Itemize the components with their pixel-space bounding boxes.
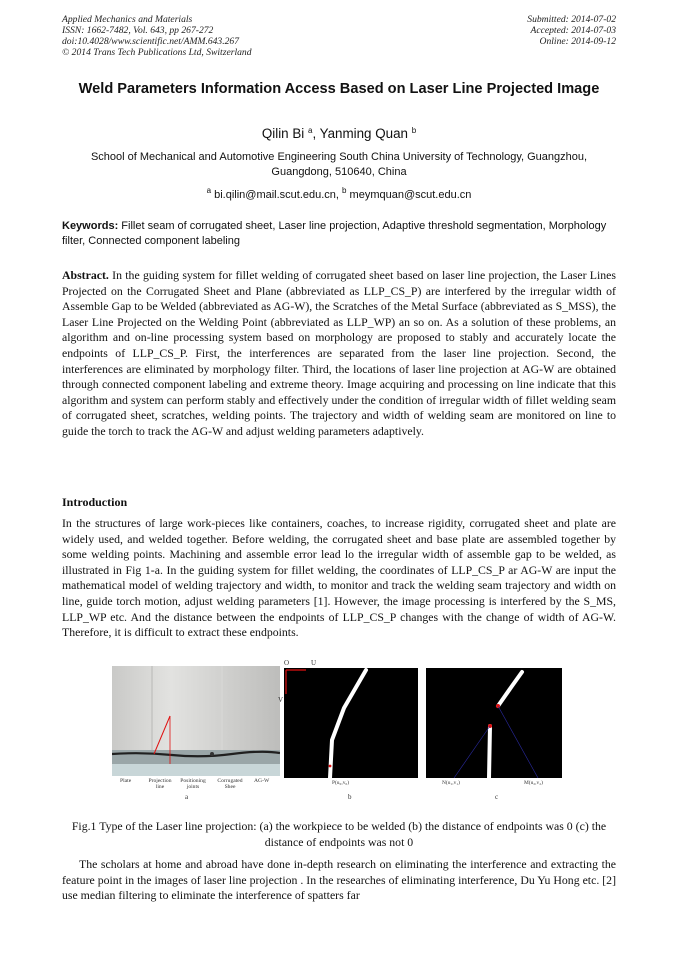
author-separator: , [312,126,320,141]
submitted-date: Submitted: 2014-07-02 [527,14,616,25]
journal-name: Applied Mechanics and Materials [62,14,193,25]
panel-letter-a: a [185,793,189,801]
label-corrugated-sheet: Corrugated Shee [217,778,243,790]
section-heading: Introduction [62,495,128,509]
accepted-date: Accepted: 2014-07-03 [530,25,616,36]
journal-copyright: © 2014 Trans Tech Publications Ltd, Switzerland [62,47,252,58]
label-plate: Plate [120,778,132,784]
axis-u-label: U [311,659,317,667]
label-positioning-joints: Positioning joints [180,778,206,790]
online-date: Online: 2014-09-12 [539,36,616,47]
laser-image-b [284,668,418,778]
panel-letter-c: c [495,793,499,801]
figure-1 [112,660,572,808]
journal-header-left [62,14,252,58]
keywords-label: Keywords: [62,220,119,232]
label-ag-w: AG-W [254,778,270,784]
keywords-text: Fillet seam of corrugated sheet, Laser line projection, Adaptive threshold segmentation, Morphology filter, Connected component labeling [62,220,607,247]
author-name: Qilin Bi [261,126,305,141]
figure-panel-c [426,668,562,778]
email-line [62,184,616,202]
point-m-label: M(u₂,v₂) [524,780,543,786]
affiliation-marker: a [307,126,313,135]
affiliation-marker: b [411,126,417,135]
keywords [62,219,616,249]
intro-paragraph: In the structures of large work-pieces like containers, coaches, to increase rigidity, corrugated sheet and plate are widely used, and welded together. Before welding, the corrugated sheet and base plate are assembled together by some welding points. Machining and assemble error lead lo the irregular width of assemble gap to be welded, as illustrated in Fig 1-a. In the guiding system for fillet welding, the coordinates of LLP_CS_P ar AG-W are input the mathematical model of welding trajectory and width, to monitor and track the welding seam trajectory and width on line, guide torch motion, adjust welding parameters [1]. However, the image processing is interfered by the S_MS, LLP_WP etc. And the distance between the endpoints of LLP_CS_P changes with the change of width of AG-W. Therefore, it is difficult to extract these endpoints. [62,516,616,640]
affiliation: School of Mechanical and Automotive Engineering South China University of Technology, Guangzhou, Guangdong, 510640, China [90,151,588,178]
abstract-label: Abstract. [62,268,109,282]
axis-origin-label: O [284,659,290,667]
figure-caption: Fig.1 Type of the Laser line projection: (a) the workpiece to be welded (b) the distance of endpoints was 0 (c) the distance of endpoints was not 0 [71,819,607,849]
author-name: Yanming Quan [319,126,408,141]
email-address: bi.qilin@mail.scut.edu.cn, [211,189,343,201]
body-paragraph: The scholars at home and abroad have done in-depth research on eliminating the interference and extracting the feature point in the images of laser line projection . In the researches of eliminating interference, Du Yu Hong etc. [2] use median filtering to eliminate the interference of spatters far [62,857,616,903]
author-line [62,122,616,143]
point-n-label: N(u₁,v₁) [442,780,460,786]
journal-issn: ISSN: 1662-7482, Vol. 643, pp 267-272 [62,25,214,36]
abstract [62,268,616,440]
affiliation-marker: b [342,186,347,195]
laser-image-c [426,668,562,778]
label-projection-line: Projection line [148,778,172,790]
panel-letter-b: b [348,793,352,801]
abstract-text: In the guiding system for fillet welding of corrugated sheet based on laser line projection, the Laser Lines Projected on the Corrugated Sheet and Plane (abbreviated as LLP_CS_P) are interfered by the irregular width of Assemble Gap to be Welded (abbreviated as AG-W), the Scratches of the Metal Surface (abbreviated as S_MSS), the Laser Line Projected on the Welding Point (abbreviated as LLP_WP) an so on. As a solution of these problems, an algorithm and on-line processing system based on morphology are proposed to stably and accurately locate the endpoints of LLP_CS_P. First, the interferences are separated from the laser line projection. Second, the interferences are eliminated by morphology filter. Third, the locations of laser line projection at AG-W are obtained through connected component labeling and extreme theory. Image acquiring and processing on line indicate that this algorithm and system can perform stably and effectively under the condition of irregular width of fillet welding seam of corrugated sheet, scratches, welding points. The trajectory and width of welding seam are monitored on line to guide the torch to track the AG-W and adjust welding parameters adaptively. [62,268,616,438]
workpiece-photo [112,666,280,776]
figure-panel-a [112,666,280,776]
email-address: meymquan@scut.edu.cn [346,189,472,201]
paper-title: Weld Parameters Information Access Based on Laser Line Projected Image [78,81,600,97]
journal-doi: doi:10.4028/www.scientific.net/AMM.643.267 [62,36,240,47]
affiliation-marker: a [206,186,212,195]
point-p-label: P(u₀,v₀) [332,780,350,786]
journal-header-right [527,14,616,47]
axis-v-label: V [278,696,284,704]
figure-panel-b [284,668,418,778]
